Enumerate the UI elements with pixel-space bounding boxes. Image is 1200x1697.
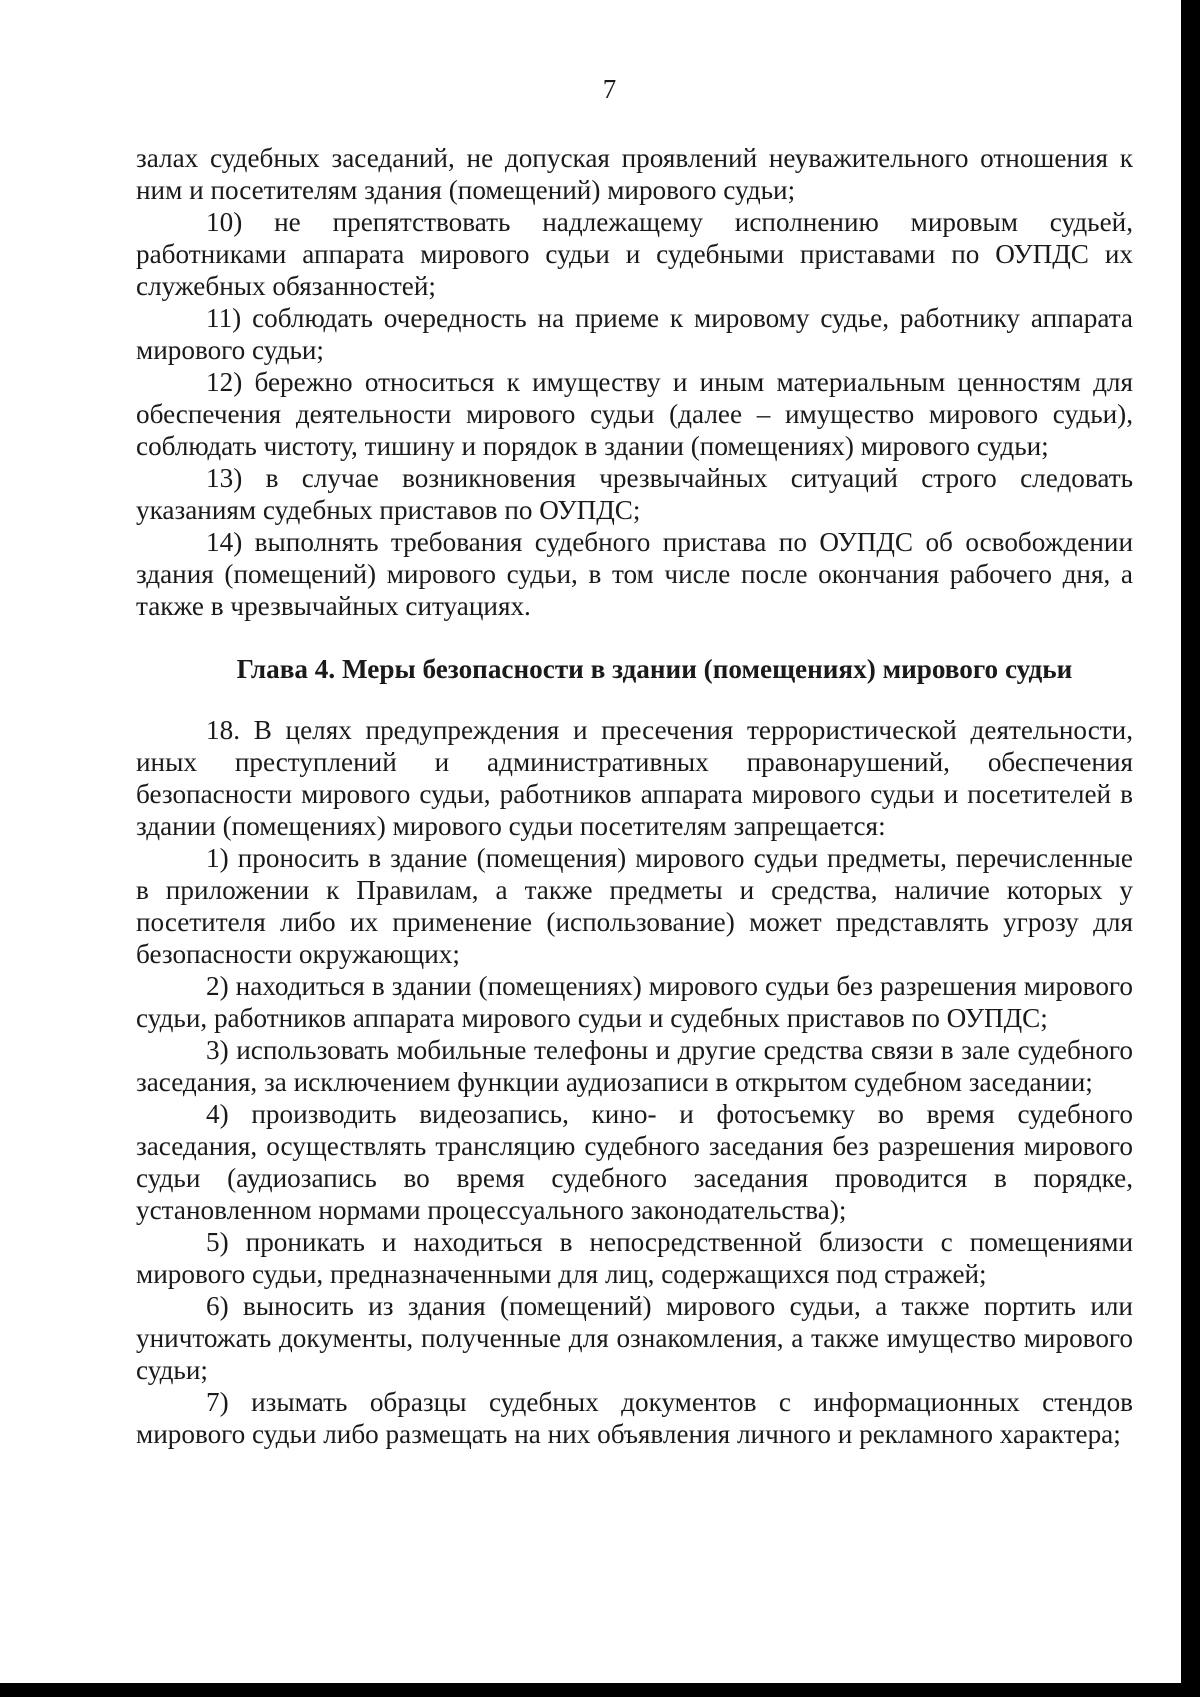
- list-item-13: 13) в случае возникновения чрезвычайных ситуаций строго следовать указаниям судебных приставов по ОУПДС;: [136, 463, 1133, 525]
- section-18: 18. В целях предупреждения и пресечения террористической деятельности, иных преступлений и административных правонарушений, обеспечения безопасности мирового судьи, работников аппарата мирового судьи и посетителей в здании (помещениях) мирового судьи посетителям запрещается:: [136, 715, 1133, 841]
- list-item-3: 3) использовать мобильные телефоны и другие средства связи в зале судебного заседания, за исключением функции аудиозаписи в открытом судебном заседании;: [136, 1035, 1133, 1097]
- list-item-7: 7) изымать образцы судебных документов с информационных стендов мирового судьи либо размещать на них объявления личного и рекламного характера;: [136, 1387, 1133, 1449]
- page-number: 7: [602, 74, 617, 104]
- list-item-6: 6) выносить из здания (помещений) мирового судьи, а также портить или уничтожать документы, полученные для ознакомления, а также имущество мирового судьи;: [136, 1291, 1133, 1385]
- list-item-11: 11) соблюдать очередность на приеме к мировому судье, работнику аппарата мирового судьи;: [136, 303, 1133, 365]
- chapter-heading: Глава 4. Меры безопасности в здании (помещениях) мирового судьи: [236, 654, 1073, 684]
- list-item-12: 12) бережно относиться к имуществу и иным материальным ценностям для обеспечения деятельности мирового судьи (далее – имущество мирового судьи), соблюдать чистоту, тишину и порядок в здании (помещениях) мирового судьи;: [136, 367, 1133, 461]
- list-item-1: 1) проносить в здание (помещения) мирового судьи предметы, перечисленные в приложении к Правилам, а также предметы и средства, наличие которых у посетителя либо их применение (использование) может представлять угрозу для безопасности окружающих;: [136, 843, 1133, 969]
- list-item-2: 2) находиться в здании (помещениях) мирового судьи без разрешения мирового судьи, работников аппарата мирового судьи и судебных приставов по ОУПДС;: [136, 971, 1133, 1033]
- paragraph-continuation: залах судебных заседаний, не допуская проявлений неуважительного отношения к ним и посетителям здания (помещений) мирового судьи;: [136, 143, 1133, 205]
- list-item-4: 4) производить видеозапись, кино- и фотосъемку во время судебного заседания, осуществлять трансляцию судебного заседания без разрешения мирового судьи (аудиозапись во время судебного заседания проводится в порядке, установленном нормами процессуального законодательства);: [136, 1099, 1133, 1225]
- list-item-14: 14) выполнять требования судебного пристава по ОУПДС об освобождении здания (помещений) мирового судьи, в том числе после окончания рабочего дня, а также в чрезвычайных ситуациях.: [136, 527, 1133, 621]
- list-item-10: 10) не препятствовать надлежащему исполнению мировым судьей, работниками аппарата мирового судьи и судебными приставами по ОУПДС их служебных обязанностей;: [136, 207, 1133, 301]
- document-body: [136, 142, 1133, 1450]
- list-item-5: 5) проникать и находиться в непосредственной близости с помещениями мирового судьи, предназначенными для лиц, содержащихся под стражей;: [136, 1227, 1133, 1289]
